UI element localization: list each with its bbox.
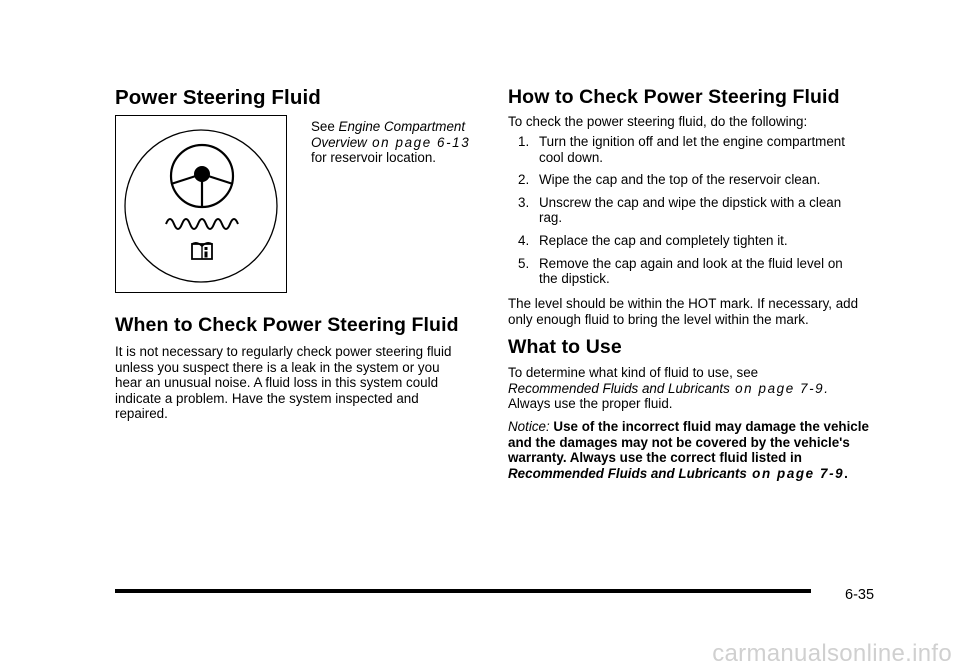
when-to-check-body: It is not necessary to regularly check power steering fluid unless you suspect there is a leak in the system or you hear an unusual noise. A fluid loss in this system could indicate a problem. Have the system inspected and repaired. — [115, 344, 452, 422]
overview-page-ref[interactable]: on page 6-13 — [366, 134, 471, 150]
what-to-use-intro: To determine what kind of fluid to use, see — [508, 365, 759, 380]
section-heading-power-steering-fluid: Power Steering Fluid — [115, 86, 321, 109]
list-item: 1. Turn the ignition off and let the engine compartment cool down. — [518, 134, 845, 165]
recommended-fluids-page-ref[interactable]: on page 7-9. — [729, 380, 830, 396]
page-number: 6-35 — [845, 587, 875, 603]
overview-link[interactable]: Overview — [311, 134, 367, 150]
notice-paragraph — [508, 419, 878, 481]
section-heading-what-to-use: What to Use — [508, 336, 622, 358]
check-steps-list — [508, 134, 848, 294]
recommended-fluids-link[interactable]: Recommended Fluids and Lubricants — [508, 380, 730, 396]
what-to-use-body — [508, 365, 878, 412]
section-heading-how-to-check: How to Check Power Steering Fluid — [508, 86, 840, 108]
always-use-text: Always use the proper fluid. — [508, 396, 673, 412]
list-item: 3. Unscrew the cap and wipe the dipstick with a clean rag. — [518, 194, 842, 226]
list-item: 5. Remove the cap again and look at the fluid level on the dipstick. — [518, 255, 843, 287]
notice-label: Notice: — [508, 419, 550, 434]
power-steering-fluid-figure — [115, 115, 287, 293]
section-heading-when-to-check: When to Check Power Steering Fluid — [115, 314, 459, 336]
notice-recommended-fluids-link[interactable]: Recommended Fluids and Lubricants — [508, 465, 747, 481]
see-prefix: See — [311, 119, 339, 134]
notice-page-ref[interactable]: on page 7-9 — [746, 465, 845, 481]
how-to-check-intro: To check the power steering fluid, do the following: — [508, 114, 808, 129]
engine-compartment-link[interactable]: Engine Compartment — [338, 119, 466, 134]
notice-text: Use of the incorrect fluid may damage the vehicle and the damages may not be covered by the vehicle's warranty. Always use the correct fluid listed in — [508, 419, 869, 466]
footer-rule — [115, 589, 811, 593]
reservoir-location-note — [311, 119, 486, 166]
see-suffix: for reservoir location. — [311, 150, 437, 166]
list-item: 2. Wipe the cap and the top of the reservoir clean. — [518, 172, 821, 188]
level-instructions: The level should be within the HOT mark. If necessary, add only enough fluid to bring the level within the mark. — [508, 296, 859, 327]
power-steering-fluid-symbol-icon — [116, 116, 285, 291]
notice-end: . — [844, 465, 848, 481]
list-item: 4. Replace the cap and completely tighten it. — [518, 232, 788, 248]
site-watermark: carmanualsonline.info — [712, 640, 952, 667]
